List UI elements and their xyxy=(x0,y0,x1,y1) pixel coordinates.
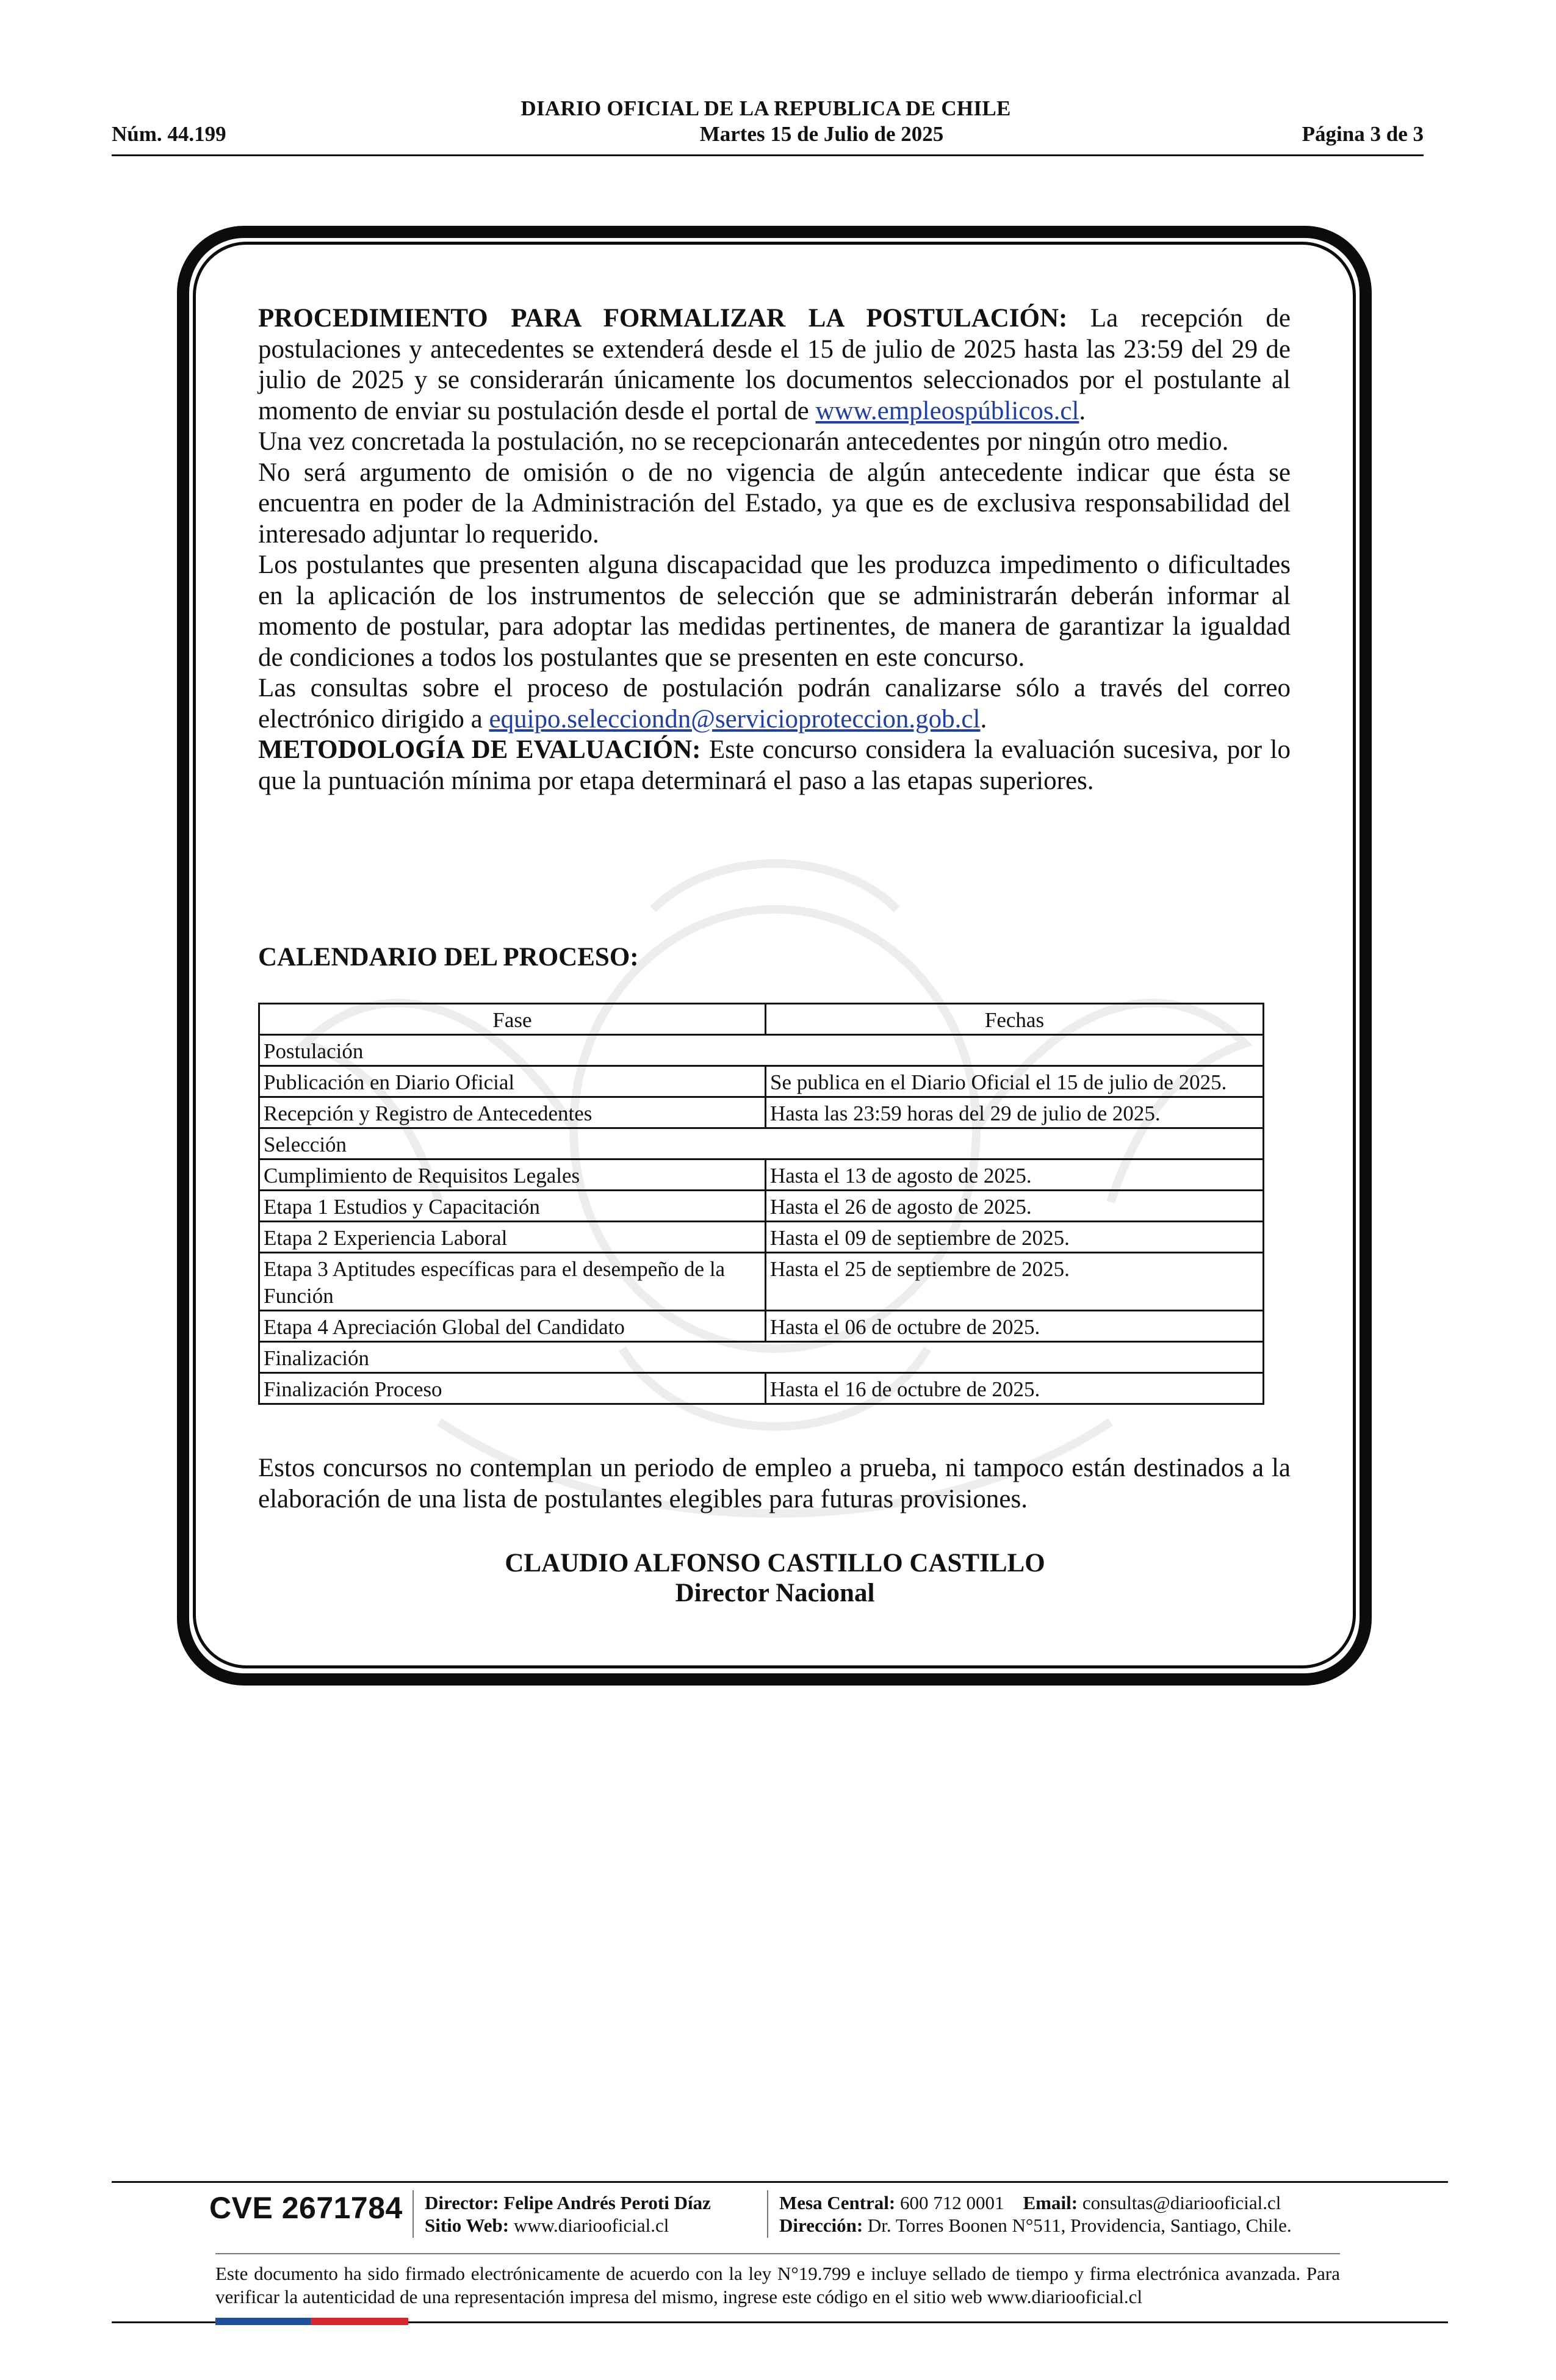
newspaper-title: DIARIO OFICIAL DE LA REPUBLICA DE CHILE xyxy=(520,96,1011,120)
table-section-row xyxy=(259,1128,1264,1159)
column-header-fechas: Fechas xyxy=(766,1004,1264,1035)
closing-paragraph: Estos concursos no contemplan un periodo de empleo a prueba, ni tampoco están destinados a la elaboración de una lista de postulantes elegibles para futuras provisiones. xyxy=(258,1454,1291,1513)
heading-metodologia: METODOLOGÍA DE EVALUACIÓN: xyxy=(258,735,701,764)
table-row xyxy=(259,1066,1264,1097)
fase-cell: Etapa 2 Experiencia Laboral xyxy=(259,1222,766,1253)
fecha-cell: Hasta el 13 de agosto de 2025. xyxy=(766,1159,1264,1191)
fase-cell: Etapa 4 Apreciación Global del Candidato xyxy=(259,1311,766,1342)
header-row xyxy=(112,122,1424,150)
fecha-cell: Se publica en el Diario Oficial el 15 de julio de 2025. xyxy=(766,1066,1264,1097)
legal-notice: Este documento ha sido firmado electrónicamente de acuerdo con la ley N°19.799 e incluye sellado de tiempo y firma electrónica avanzada. Para verificar la autenticidad de una representación impresa del mismo, ingrese este código en el sitio web www.diariooficial.cl xyxy=(215,2263,1340,2307)
table-row xyxy=(259,1097,1264,1128)
document-body xyxy=(258,303,1291,796)
contact-email-link[interactable]: equipo.selecciondn@servicioproteccion.gob.cl xyxy=(489,704,981,734)
calendar-table-body xyxy=(259,1035,1264,1404)
director-name: Felipe Andrés Peroti Díaz xyxy=(503,2192,711,2213)
table-row xyxy=(259,1159,1264,1191)
table-row xyxy=(259,1222,1264,1253)
calendar-table xyxy=(258,1003,1264,1405)
flag-stripe-blue xyxy=(215,2318,311,2325)
footer-thin-divider xyxy=(215,2253,1340,2254)
footer-separator xyxy=(767,2190,768,2238)
fecha-cell: Hasta el 16 de octubre de 2025. xyxy=(766,1373,1264,1404)
fase-cell: Finalización Proceso xyxy=(259,1373,766,1404)
section-label: Postulación xyxy=(259,1035,1264,1066)
paragraph-omision: No será argumento de omisión o de no vigencia de algún antecedente indicar que ésta se encuentra en poder de la Administración del Estado, ya que es de exclusiva responsabilidad del interesado adjuntar lo requerido. xyxy=(258,458,1291,549)
section-label: Finalización xyxy=(259,1342,1264,1373)
paragraph-metodologia: METODOLOGÍA DE EVALUACIÓN: Este concurso considera la evaluación sucesiva, por lo que la puntuación mínima por etapa determinará el paso a las etapas superiores. xyxy=(258,735,1291,795)
page-indicator: Página 3 de 3 xyxy=(1302,122,1424,146)
paragraph-consultas: Las consultas sobre el proceso de postulación podrán canalizarse sólo a través del correo electrónico dirigido a equipo.selecciondn@servicioproteccion.gob.cl. xyxy=(258,674,1291,734)
section-label: Selección xyxy=(259,1128,1264,1159)
table-section-row xyxy=(259,1342,1264,1373)
paragraph-no-recepcion: Una vez concretada la postulación, no se recepcionarán antecedentes por ningún otro medio. xyxy=(258,427,1229,456)
calendar-title: CALENDARIO DEL PROCESO: xyxy=(258,943,639,972)
table-row xyxy=(259,1191,1264,1222)
fase-cell: Etapa 1 Estudios y Capacitación xyxy=(259,1191,766,1222)
fecha-cell: Hasta el 06 de octubre de 2025. xyxy=(766,1311,1264,1342)
paragraph-discapacidad: Los postulantes que presenten alguna discapacidad que les produzca impedimento o dificultades en la aplicación de los instrumentos de selección que se administrarán deberán informar al momento de postular, para adoptar las medidas pertinentes, de manera de garantizar la igualdad de condiciones a todos los postulantes que se presenten en este concurso. xyxy=(258,550,1291,672)
table-row xyxy=(259,1253,1264,1311)
empleos-publicos-link[interactable]: www.empleospúblicos.cl xyxy=(815,396,1079,425)
website-link[interactable]: www.diariooficial.cl xyxy=(513,2215,669,2236)
fase-cell: Recepción y Registro de Antecedentes xyxy=(259,1097,766,1128)
fecha-cell: Hasta el 09 de septiembre de 2025. xyxy=(766,1222,1264,1253)
issue-number: Núm. 44.199 xyxy=(112,122,226,146)
table-header-row xyxy=(259,1004,1264,1035)
issue-date: Martes 15 de Julio de 2025 xyxy=(699,122,944,146)
contact-email[interactable]: consultas@diariooficial.cl xyxy=(1082,2192,1281,2213)
heading-procedimiento: PROCEDIMIENTO PARA FORMALIZAR LA POSTULACIÓN: xyxy=(258,304,1068,333)
cve-code: CVE 2671784 xyxy=(209,2191,403,2225)
signatory-role: Director Nacional xyxy=(675,1579,875,1607)
table-row xyxy=(259,1311,1264,1342)
fase-cell: Etapa 3 Aptitudes específicas para el desempeño de la Función xyxy=(259,1253,766,1311)
phone-number: 600 712 0001 xyxy=(900,2192,1004,2213)
header-divider xyxy=(112,154,1424,156)
footer-contact-block: Mesa Central: 600 712 0001 Email: consultas@diariooficial.cl Dirección: Dr. Torres Boonen N°511, Providencia, Santiago, Chile. xyxy=(779,2192,1292,2236)
fase-cell: Publicación en Diario Oficial xyxy=(259,1066,766,1097)
table-row xyxy=(259,1373,1264,1404)
fecha-cell: Hasta el 26 de agosto de 2025. xyxy=(766,1191,1264,1222)
flag-stripe-red xyxy=(311,2318,408,2325)
fecha-cell: Hasta las 23:59 horas del 29 de julio de 2025. xyxy=(766,1097,1264,1128)
fase-cell: Cumplimiento de Requisitos Legales xyxy=(259,1159,766,1191)
table-section-row xyxy=(259,1035,1264,1066)
signature-block xyxy=(0,1548,1550,1608)
column-header-fase: Fase xyxy=(259,1004,766,1035)
paragraph-procedimiento: PROCEDIMIENTO PARA FORMALIZAR LA POSTULACIÓN: La recepción de postulaciones y antecedentes se extenderá desde el 15 de julio de 2025 hasta las 23:59 del 29 de julio de 2025 y se considerarán únicamente los documentos seleccionados por el postulante al momento de enviar su postulación desde el portal de www.empleospúblicos.cl. xyxy=(258,304,1291,425)
address: Dr. Torres Boonen N°511, Providencia, Santiago, Chile. xyxy=(867,2215,1292,2236)
footer-top-divider xyxy=(112,2181,1448,2183)
footer-separator xyxy=(412,2190,414,2238)
signatory-name: CLAUDIO ALFONSO CASTILLO CASTILLO xyxy=(505,1549,1045,1578)
fecha-cell: Hasta el 25 de septiembre de 2025. xyxy=(766,1253,1264,1311)
footer-director-block: Director: Felipe Andrés Peroti Díaz Sitio Web: www.diariooficial.cl xyxy=(425,2192,711,2236)
